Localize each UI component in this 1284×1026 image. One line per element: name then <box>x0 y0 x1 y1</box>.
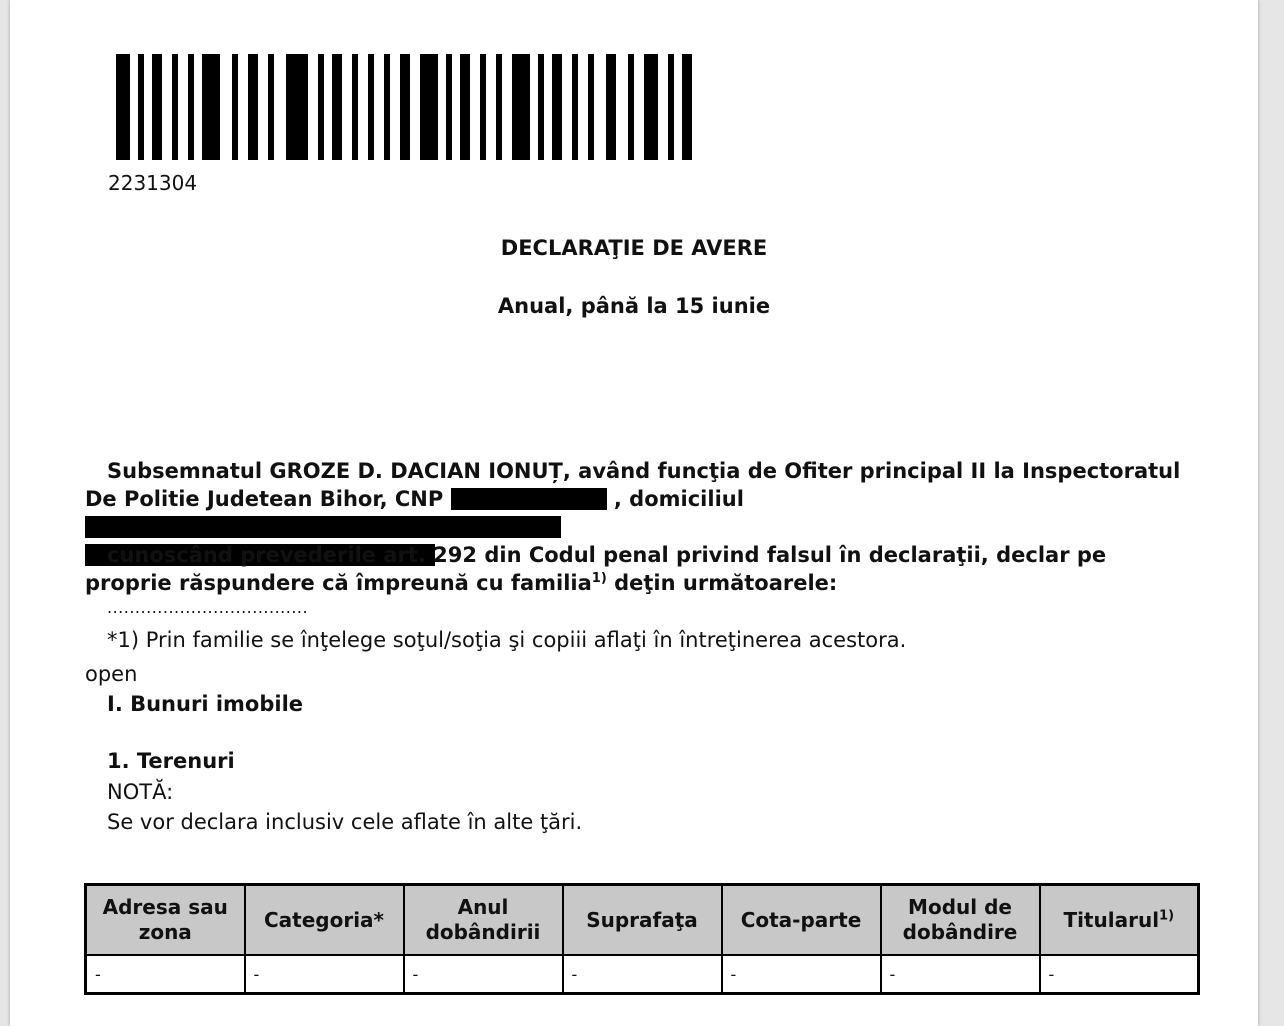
header-owner-label: Titularul <box>1063 907 1160 932</box>
owner-footnote-marker: 1) <box>1159 907 1175 923</box>
document-subtitle: Anual, până la 15 iunie <box>497 294 771 318</box>
header-category: Categoria* <box>245 885 404 956</box>
note-text: Se vor declara inclusiv cele aflate în alte ţări. <box>107 810 583 834</box>
family-footnote: *1) Prin familie se înţelege soţul/soţia şi copiii aflaţi în întreţinerea acestora. <box>107 628 907 652</box>
table-cell: - <box>881 955 1040 994</box>
dotted-line: .................................... <box>107 598 309 617</box>
note-label: NOTĂ: <box>107 780 174 804</box>
barcode <box>116 54 692 160</box>
statement-paragraph <box>85 541 1185 597</box>
statement-text: cunoscând prevederile art. 292 din Codul penal privind falsul în declaraţii, declar pe proprie răspundere că împreună cu familia <box>85 543 1107 595</box>
table-cell: - <box>563 955 722 994</box>
section-title: I. Bunuri imobile <box>107 692 304 716</box>
table-cell: - <box>1040 955 1199 994</box>
table-cell: - <box>86 955 245 994</box>
table-cell: - <box>245 955 404 994</box>
domicile-label: , domiciliul <box>613 487 744 511</box>
land-assets-table <box>84 883 1200 995</box>
barcode-number: 2231304 <box>108 171 198 195</box>
header-acquisition-year: Anul dobândirii <box>404 885 563 956</box>
table-header-row <box>86 885 1199 956</box>
header-acquisition-mode: Modul de dobândire <box>881 885 1040 956</box>
document-page <box>10 0 1258 1026</box>
redacted-domicile <box>85 516 561 538</box>
header-share: Cota-parte <box>722 885 881 956</box>
table-cell: - <box>404 955 563 994</box>
table-row <box>86 955 1199 994</box>
header-surface: Suprafaţa <box>563 885 722 956</box>
subsection-title: 1. Terenuri <box>107 749 235 773</box>
footnote-marker: 1) <box>591 571 607 586</box>
table-cell: - <box>722 955 881 994</box>
open-text: open <box>85 662 138 686</box>
statement-text-end: deţin următoarele: <box>614 571 838 595</box>
redacted-cnp <box>451 488 607 510</box>
header-address: Adresa sau zona <box>86 885 245 956</box>
document-title: DECLARAŢIE DE AVERE <box>500 236 768 260</box>
declarant-intro: Subsemnatul GROZE D. DACIAN IONUȚ, având funcţia de Ofiter principal II la Inspectoratul De Politie Judetean Bihor, CNP <box>85 459 1181 511</box>
header-owner <box>1040 885 1199 956</box>
